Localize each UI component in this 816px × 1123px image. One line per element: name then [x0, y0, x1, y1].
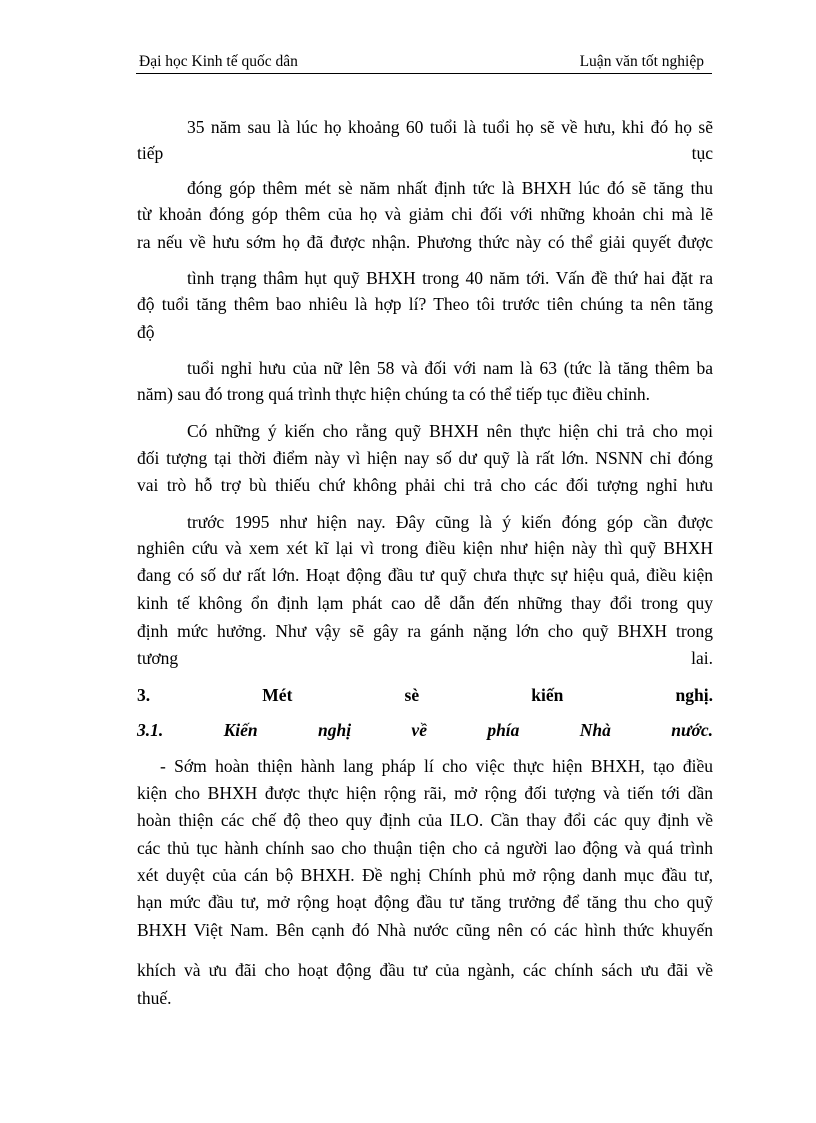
bullet-line: - Sớm hoàn thiện hành lang pháp lí cho việc thực hiện BHXH, tạo điều [160, 756, 713, 776]
header-rule [136, 73, 712, 74]
body-line: kinh tế không ổn định lạm phát cao dễ dẫn đến những thay đổi trong quy [137, 593, 713, 613]
body-line: tuổi nghỉ hưu của nữ lên 58 và đối với nam là 63 (tức là tăng thêm ba [187, 358, 713, 378]
header-left: Đại học Kinh tế quốc dân [139, 53, 298, 70]
subsection-heading: 3.1. Kiến nghị về phía Nhà nước. [137, 720, 713, 740]
body-line: tiếp tục [137, 143, 713, 163]
body-line: tương lai. [137, 648, 713, 668]
body-line: Có những ý kiến cho rằng quỹ BHXH nên thực hiện chi trả cho mọi [187, 421, 713, 441]
body-line: trước 1995 như hiện nay. Đây cũng là ý kiến đóng góp cần được [187, 512, 713, 532]
header-right: Luận văn tốt nghiệp [579, 53, 704, 70]
body-line: 35 năm sau là lúc họ khoảng 60 tuổi là tuổi họ sẽ về hưu, khi đó họ sẽ [187, 117, 713, 137]
body-line: thuế. [137, 988, 172, 1008]
body-line: độ [137, 322, 155, 342]
body-line: hoàn thiện các chế độ theo quy định của ILO. Cần thay đổi các quy định về [137, 810, 713, 830]
body-line: đối tượng tại thời điểm này vì hiện nay số dư quỹ là rất lớn. NSNN chỉ đóng [137, 448, 713, 468]
body-line: hạn mức đầu tư, mở rộng hoạt động đầu tư tăng trưởng để tăng thu cho quỹ [137, 892, 713, 912]
section-heading: 3. Mét sè kiến nghị. [137, 685, 713, 705]
body-line: khích và ưu đãi cho hoạt động đầu tư của ngành, các chính sách ưu đãi về [137, 960, 713, 980]
body-line: vai trò hỗ trợ bù thiếu chứ không phải chi trả cho các đối tượng nghỉ hưu [137, 475, 713, 495]
body-line: tình trạng thâm hụt quỹ BHXH trong 40 năm tới. Vấn đề thứ hai đặt ra [187, 268, 713, 288]
body-line: định mức hưởng. Như vậy sẽ gây ra gánh nặng lớn cho quỹ BHXH trong [137, 621, 713, 641]
body-line: độ tuổi tăng thêm bao nhiêu là hợp lí? Theo tôi trước tiên chúng ta nên tăng [137, 294, 713, 314]
body-line: đang có số dư rất lớn. Hoạt động đầu tư quỹ chưa thực sự hiệu quả, điều kiện [137, 565, 713, 585]
body-line: kiện cho BHXH được thực hiện rộng rãi, mở rộng đối tượng và tiến tới dần [137, 783, 713, 803]
body-line: các thủ tục hành chính sao cho thuận tiện cho cả người lao động và quá trình [137, 838, 713, 858]
body-line: đóng góp thêm mét sè năm nhất định tức là BHXH lúc đó sẽ tăng thu [187, 178, 713, 198]
body-line: năm) sau đó trong quá trình thực hiện chúng ta có thể tiếp tục điều chỉnh. [137, 384, 650, 404]
body-line: từ khoản đóng góp thêm của họ và giảm chi đối với những khoản chi mà lẽ [137, 204, 713, 224]
body-line: ra nếu về hưu sớm họ đã được nhận. Phương thức này có thể giải quyết được [137, 232, 713, 252]
body-line: BHXH Việt Nam. Bên cạnh đó Nhà nước cũng nên có các hình thức khuyến [137, 920, 713, 940]
body-line: nghiên cứu và xem xét kĩ lại vì trong điều kiện như hiện này thì quỹ BHXH [137, 538, 713, 558]
body-line: xét duyệt của cán bộ BHXH. Đề nghị Chính phủ mở rộng danh mục đầu tư, [137, 865, 713, 885]
